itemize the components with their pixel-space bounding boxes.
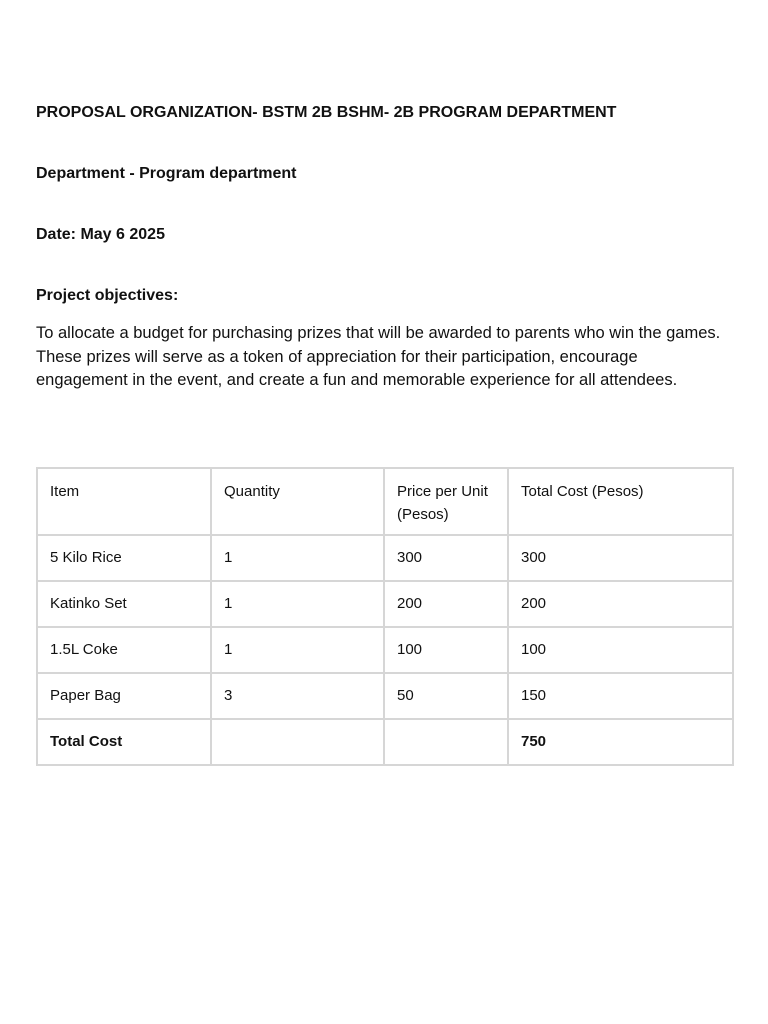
table-row [37, 673, 733, 719]
cell-total: 100 [508, 627, 733, 673]
objectives-paragraph: To allocate a budget for purchasing prizes that will be awarded to parents who win the games. These prizes will serve as a token of appreciation for their participation, encourage engagement in the event, and create a fun and memorable experience for all attendees. [36, 324, 721, 389]
total-value: 750 [508, 719, 733, 765]
cell-price: 300 [384, 535, 508, 581]
cell-total: 200 [508, 581, 733, 627]
table-header-row [37, 468, 733, 535]
total-row [37, 719, 733, 765]
header-item: Item [37, 468, 211, 535]
header-quantity: Quantity [211, 468, 384, 535]
department-line: Department - Program department [36, 165, 297, 182]
cell-price: 50 [384, 673, 508, 719]
table-row [37, 581, 733, 627]
cell-item: Katinko Set [37, 581, 211, 627]
total-label: Total Cost [37, 719, 211, 765]
cell-quantity: 1 [211, 627, 384, 673]
cell-total: 150 [508, 673, 733, 719]
header-price-per-unit: Price per Unit (Pesos) [384, 468, 508, 535]
header-total-cost: Total Cost (Pesos) [508, 468, 733, 535]
cell-item: 1.5L Coke [37, 627, 211, 673]
table-row [37, 627, 733, 673]
date-line: Date: May 6 2025 [36, 226, 165, 243]
cell-item: Paper Bag [37, 673, 211, 719]
cell-quantity: 3 [211, 673, 384, 719]
budget-table [36, 467, 734, 766]
objectives-heading: Project objectives: [36, 287, 179, 304]
cell-price: 100 [384, 627, 508, 673]
total-empty-cell [211, 719, 384, 765]
cell-quantity: 1 [211, 535, 384, 581]
cell-price: 200 [384, 581, 508, 627]
cell-item: 5 Kilo Rice [37, 535, 211, 581]
cell-total: 300 [508, 535, 733, 581]
cell-quantity: 1 [211, 581, 384, 627]
table-row [37, 535, 733, 581]
document-title: PROPOSAL ORGANIZATION- BSTM 2B BSHM- 2B PROGRAM DEPARTMENT [36, 104, 617, 121]
total-empty-cell [384, 719, 508, 765]
